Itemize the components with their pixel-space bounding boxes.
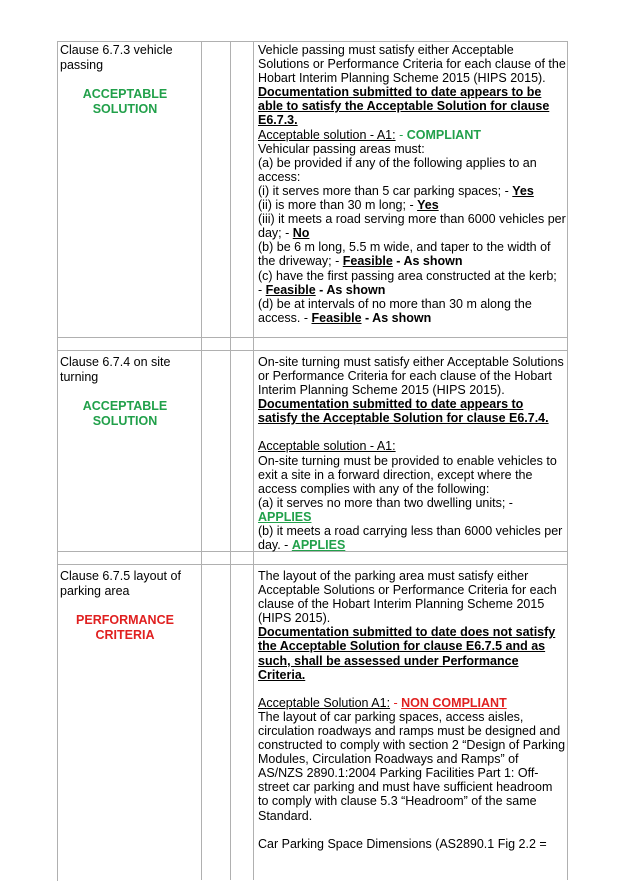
item-text: (iii) it meets a road serving more than 6000 vehicles per day; - [258,212,566,241]
item-text: (ii) is more than 30 m long; - [258,198,418,213]
assessment-cell [258,355,566,552]
item-text: (i) it serves more than 5 car parking spaces; - [258,183,513,198]
tail-text: Car Parking Space Dimensions (AS2890.1 Fig 2.2 = [258,836,547,851]
criteria-item [258,184,566,198]
column-divider [230,41,231,880]
item-text: (b) be 6 m long, 5.5 m wide, and taper to the width of the driveway; - [258,240,551,269]
clause-cell [60,569,200,643]
item-text: (b) it meets a road carrying less than 6000 vehicles per day. - [258,524,563,553]
item-result: Feasible [265,282,316,297]
status-label: ACCEPTABLE SOLUTION [82,399,168,428]
intro-text: On-site turning must satisfy either Acceptable Solutions or Performance Criteria for each clause of the Hobart Interim Planning Scheme 2015 (HIPS 2015). [258,355,564,398]
item-text: (a) be provided if any of the following applies to an access: [258,155,537,184]
row-divider [57,350,567,351]
status-label: ACCEPTABLE SOLUTION [82,87,168,116]
column-divider [567,41,568,880]
item-result: Yes [417,198,439,213]
row-divider [57,564,567,565]
item-result: APPLIES [258,509,312,524]
assessment-cell [258,43,566,325]
intro-text: The layout of the parking area must satisfy either Acceptable Solutions or Performance Criteria for each clause of the Hobart Interim Planning Scheme 2015 (HIPS 2015). [258,569,557,626]
clause-cell [60,43,200,117]
clause-title: Clause 6.7.5 layout of parking area [60,569,181,598]
criteria-item [258,524,566,552]
clause-title: Clause 6.7.3 vehicle passing [60,43,173,72]
item-result: APPLIES [291,538,346,553]
finding-text: Documentation submitted to date appears to be able to satisfy the Acceptable Solution for clause E6.7.3. [258,85,550,128]
item-result: Feasible [311,310,362,325]
item-result: Yes [512,183,534,198]
item-text: (a) it serves no more than two dwelling units; - [258,495,513,510]
criteria-item [258,496,566,524]
item-sep: - [258,282,266,297]
row-divider [57,337,567,338]
a1-line [258,696,566,710]
item-result: No [292,226,310,241]
a1-result: NON COMPLIANT [401,695,507,710]
criteria-item [258,198,566,212]
status-label: PERFORMANCE CRITERIA [76,613,174,642]
a1-sep: - [395,127,407,142]
column-divider [201,41,202,880]
lead-text: Vehicular passing areas must: [258,141,425,156]
item-text: (d) be at intervals of no more than 30 m along the access. - [258,296,532,325]
lead-text: On-site turning must be provided to enable vehicles to exit a site in a forward direction, except where the access complies with any of the following: [258,453,557,496]
clause-title: Clause 6.7.4 on site turning [60,355,171,384]
finding-text: Documentation submitted to date appears to satisfy the Acceptable Solution for clause E6.7.4. [258,397,549,426]
item-suffix: - As shown [392,254,463,269]
a1-sep: - [390,695,402,710]
criteria-item [258,212,566,240]
column-divider [253,41,254,880]
a1-label: Acceptable Solution A1: [258,695,391,710]
criteria-item [258,156,566,184]
body-text: The layout of car parking spaces, access aisles, circulation roadways and ramps must be designed and constructed to comply with section 2 “Design of Parking Modules, Circulation Roadways and Ramps” of AS/NZS 2890.1:2004 Parking Facilities Part 1: Off-street car parking and must have sufficient headroom to comply with clause 5.3 “Headroom” of the same Standard. [258,709,566,823]
a1-label: Acceptable solution - A1: [258,439,396,454]
criteria-item [258,297,566,325]
item-result: Feasible [342,254,393,269]
item-text: (c) have the first passing area constructed at the kerb; [258,268,557,283]
item-suffix: - As shown [315,282,386,297]
a1-line [258,128,566,142]
criteria-item [258,269,566,297]
criteria-item [258,240,566,268]
item-suffix: - As shown [361,310,432,325]
clause-cell [60,355,200,429]
intro-text: Vehicle passing must satisfy either Acceptable Solutions or Performance Criteria for each clause of the Hobart Interim Planning Scheme 2015 (HIPS 2015). [258,43,566,86]
a1-result: COMPLIANT [406,127,482,142]
finding-text: Documentation submitted to date does not satisfy the Acceptable Solution for clause E6.7.5 and as such, shall be assessed under Performance Criteria. [258,625,556,682]
a1-label: Acceptable solution - A1: [258,127,396,142]
assessment-cell [258,569,566,851]
